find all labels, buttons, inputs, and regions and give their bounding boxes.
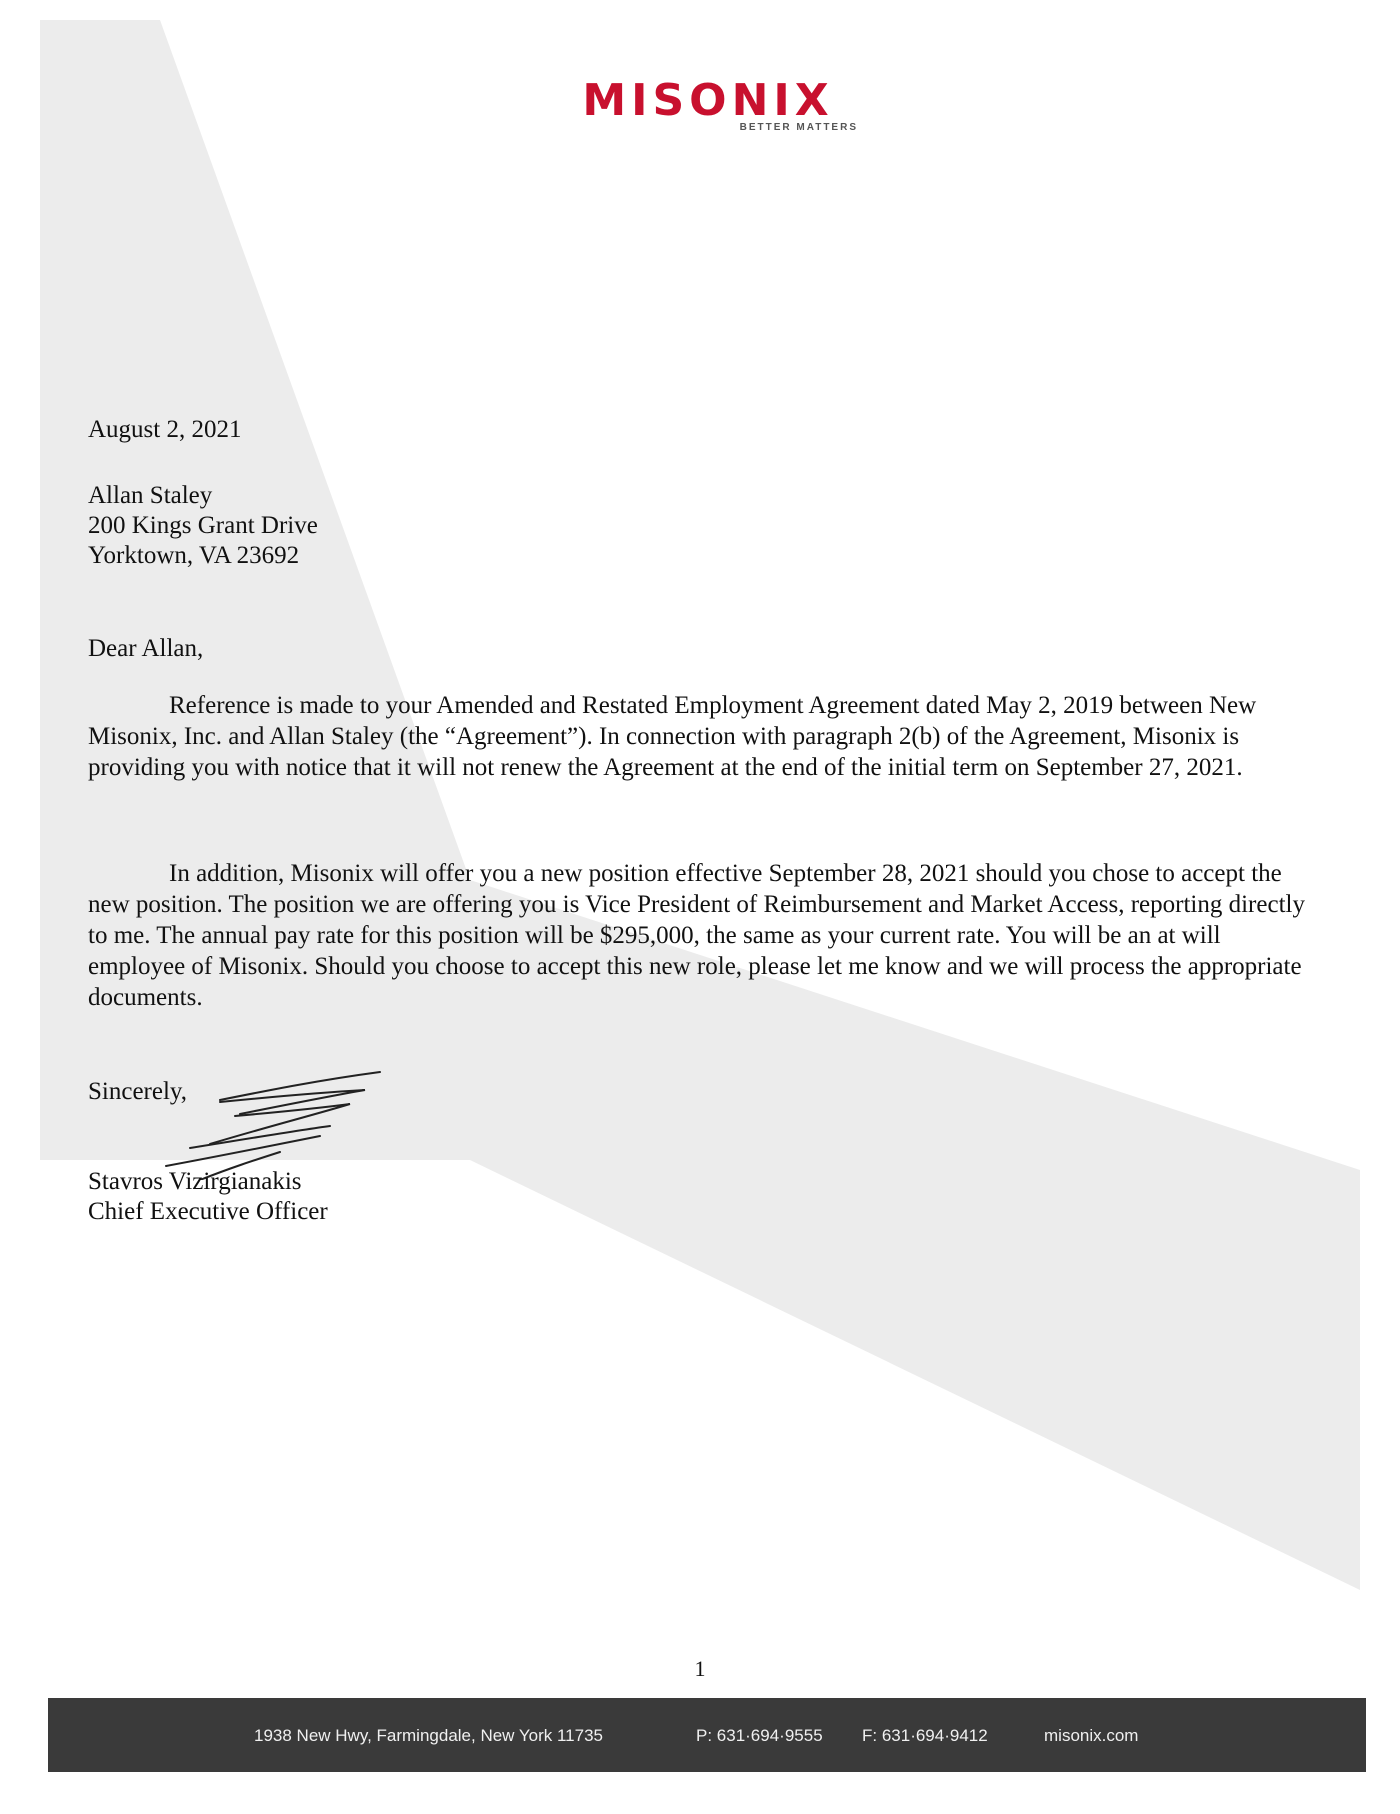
footer-phone: P: 631·694·9555	[696, 1726, 823, 1745]
closing: Sincerely,	[88, 1078, 188, 1105]
signatory-title: Chief Executive Officer	[88, 1198, 328, 1225]
footer-bar	[48, 1698, 1366, 1772]
footer-website[interactable]: misonix.com	[1044, 1726, 1139, 1745]
footer-fax: F: 631·694·9412	[862, 1726, 988, 1745]
page-number: 1	[694, 1656, 706, 1681]
body-paragraph-1: Reference is made to your Amended and Restated Employment Agreement dated May 2, 2019 between New Misonix, Inc. and Allan Staley (the “Agreement”). In connection with paragraph 2(b) of the Agreement, Misonix is providing you with notice that it will not renew the Agreement at the end of the initial term on September 27, 2021.	[88, 692, 1257, 781]
company-logo	[548, 75, 868, 142]
recipient-name: Allan Staley	[88, 482, 213, 509]
body-paragraph-2: In addition, Misonix will offer you a new position effective September 28, 2021 should you chose to accept the new position. The position we are offering you is Vice President of Reimbursement and Market Access, reporting directly to me. The annual pay rate for this position will be $295,000, the same as your current rate. You will be an at will employee of Misonix. Should you choose to accept this new role, please let me know and we will process the appropriate documents.	[88, 860, 1305, 1011]
logo-tagline: BETTER MATTERS	[739, 122, 858, 133]
logo-wordmark: MISONIX	[582, 75, 834, 126]
handwritten-signature	[160, 1060, 390, 1180]
signatory-name: Stavros Vizirgianakis	[88, 1168, 302, 1195]
recipient-street: 200 Kings Grant Drive	[88, 512, 318, 539]
salutation: Dear Allan,	[88, 635, 204, 662]
recipient-city-state-zip: Yorktown, VA 23692	[88, 542, 300, 569]
footer-address: 1938 New Hwy, Farmingdale, New York 11735	[254, 1726, 603, 1745]
letter-date: August 2, 2021	[88, 416, 242, 443]
